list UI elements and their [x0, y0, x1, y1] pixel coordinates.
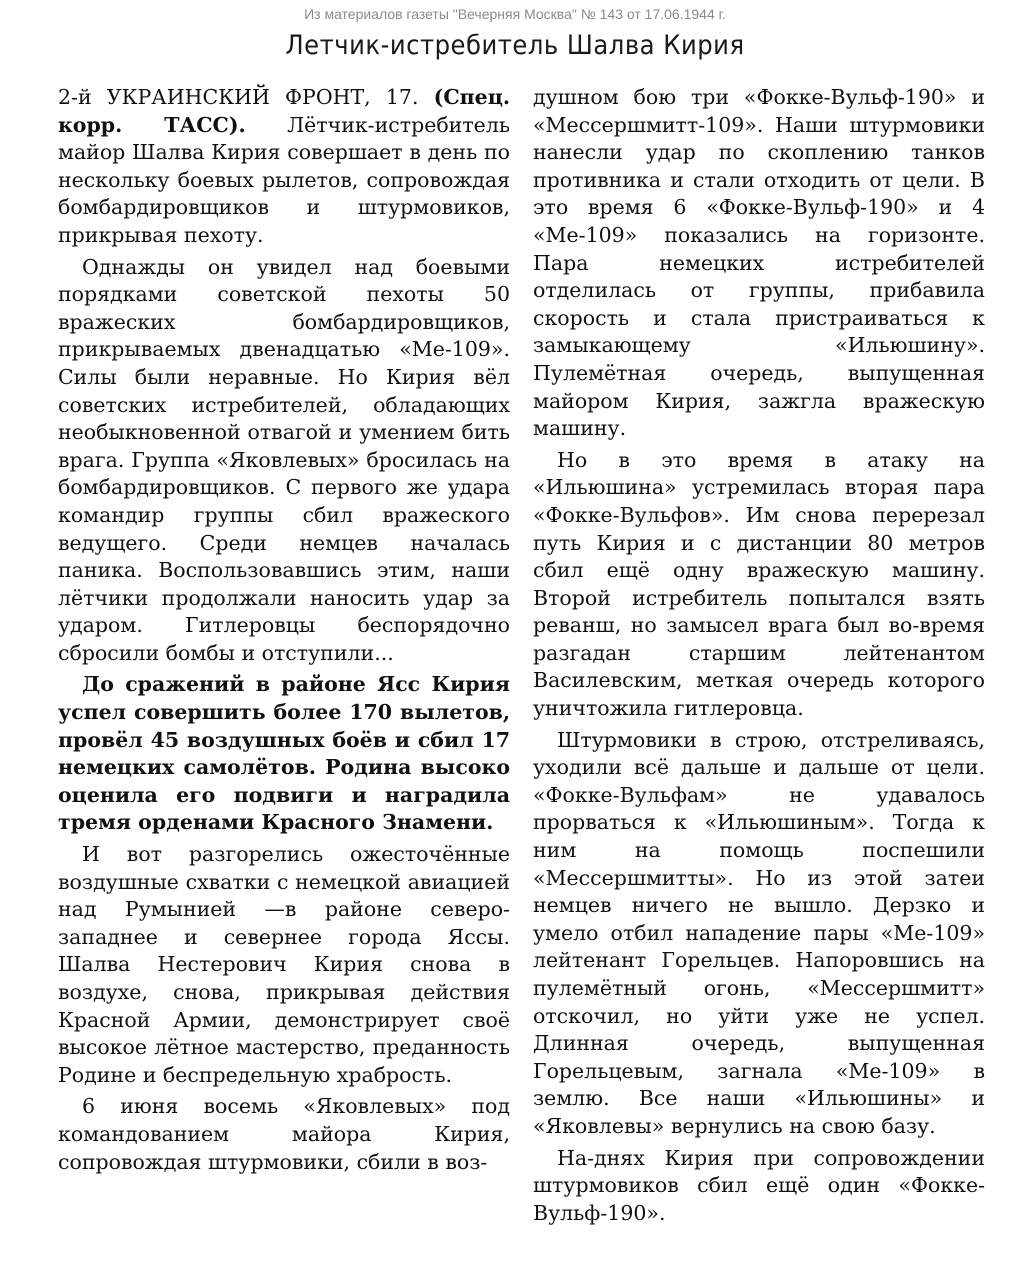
- paragraph-text: Лётчик-истребитель майор Шалва Кирия совершает в день по нескольку боевых рылетов, сопровождая бомбардировщиков и штурмовиков, прикрывая пехоту.: [58, 112, 510, 247]
- article-headline: Летчик-истребитель Шалва Кирия: [285, 30, 745, 61]
- source-caption: Из материалов газеты "Вечерняя Москва" № 143 от 17.06.1944 г.: [304, 6, 726, 22]
- paragraph: На-днях Кирия при сопровождении штурмовиков сбил ещё один «Фокке-Вульф-190».: [533, 1145, 985, 1225]
- paragraph-continued: душном бою три «Фокке-Вульф-190» и «Мессершмитт-109». Наши штурмовики нанесли удар по скоплению танков противника и стали отходить от цели. В это время 6 «Фокке-Вульф-190» и 4 «Ме-109» показались на горизонте. Пара немецких истребителей отделилась от группы, прибавила скорость и стала пристраиваться к замыкающему «Ильюшину». Пулемётная очередь, выпущенная майором Кирия, зажгла вражескую машину.: [533, 85, 985, 441]
- dateline: 2-й УКРАИНСКИЙ ФРОНТ, 17.: [58, 85, 419, 109]
- paragraph: Однажды он увидел над боевыми порядками советской пехоты 50 вражеских бомбардировщиков, прикрываемых двенадцатью «Ме-109». Силы были неравные. Но Кирия вёл советских истребителей, обладающих необыкновенной отвагой и умением бить врага. Группа «Яковлевых» бросилась на бомбардировщиков. С первого же удара командир группы сбил вражеского ведущего. Среди немцев началась паника. Воспользовавшись этим, наши лётчики продолжали наносить удар за ударом. Гитлеровцы беспорядочно сбросили бомбы и отступили...: [58, 254, 510, 665]
- agency-credit: (Спец. корр. ТАСС).: [58, 85, 510, 137]
- paragraph-bold: До сражений в районе Ясс Кирия успел совершить более 170 вылетов, провёл 45 воздушных боёв и сбил 17 немецких самолётов. Родина высоко оценила его подвиги и наградила тремя орденами Красного Знамени.: [58, 672, 510, 835]
- article-right-column: [533, 84, 985, 1231]
- lead-paragraph: [58, 84, 510, 250]
- paragraph: Штурмовики в строю, отстреливаясь, уходили всё дальше и дальше от цели. «Фокке-Вульфам» не удавалось прорваться к «Ильюшиным». Тогда к ним на помощь поспешили «Мессершмитты». Но из этой затеи немцев ничего не вышло. Дерзко и умело отбил нападение пары «Ме-109» лейтенант Горельцев. Напоровшись на пулемётный огонь, «Мессершмитт» отскочил, но уйти уже не успел. Длинная очередь, выпущенная Горельцевым, загнала «Ме-109» в землю. Все наши «Ильюшины» и «Яковлевы» вернулись на свою базу.: [533, 727, 985, 1138]
- article-left-column: [58, 84, 510, 1180]
- paragraph: 6 июня восемь «Яковлевых» под командованием майора Кирия, сопровождая штурмовики, сбили в воз-: [58, 1094, 510, 1174]
- paragraph: Но в это время в атаку на «Ильюшина» устремилась вторая пара «Фокке-Вульфов». Им снова перерезал путь Кирия и с дистанции 80 метров сбил ещё одну вражескую машину. Второй истребитель попытался взять реванш, но замысел врага был во-время разгадан старшим лейтенантом Василевским, меткая очередь которого уничтожила гитлеровца.: [533, 447, 985, 721]
- paragraph: И вот разгорелись ожесточённые воздушные схватки с немецкой авиацией над Румынией —в районе северо-западнее и севернее города Яссы. Шалва Нестерович Кирия снова в воздухе, снова, прикрывая действия Красной Армии, демонстрирует своё высокое лётное мастерство, преданность Родине и беспредельную храбрость.: [58, 842, 510, 1087]
